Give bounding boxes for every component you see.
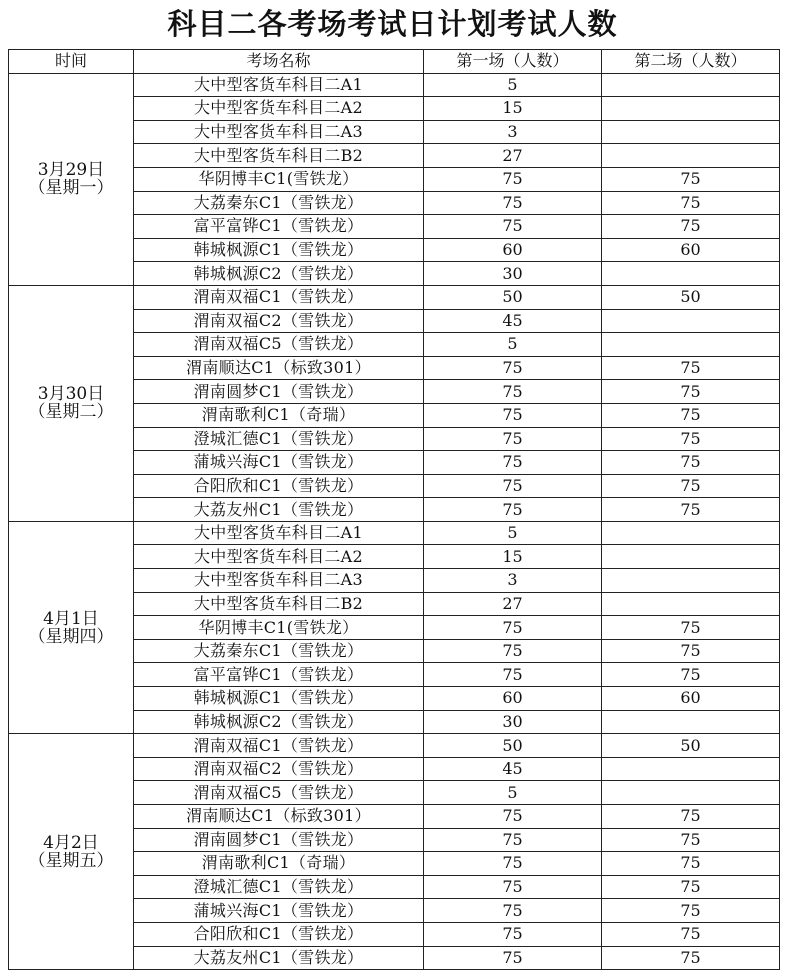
session2-count-cell (602, 569, 780, 593)
venue-name-cell: 大中型客货车科目二A1 (134, 521, 424, 545)
session2-count-cell (602, 710, 780, 734)
session1-count-cell: 75 (424, 167, 602, 191)
weekday-text: （星期二） (28, 402, 114, 423)
session2-count-cell: 75 (602, 946, 780, 970)
venue-name-cell: 渭南顺达C1（标致301） (134, 356, 424, 380)
session2-count-cell (602, 262, 780, 286)
venue-name-cell: 渭南双福C2（雪铁龙） (134, 757, 424, 781)
session2-count-cell (602, 144, 780, 168)
venue-name-cell: 韩城枫源C2（雪铁龙） (134, 710, 424, 734)
venue-name-cell: 渭南圆梦C1（雪铁龙） (134, 828, 424, 852)
venue-name-cell: 渭南歌利C1（奇瑞） (134, 403, 424, 427)
session2-count-cell: 75 (602, 616, 780, 640)
venue-name-cell: 韩城枫源C1（雪铁龙） (134, 238, 424, 262)
session2-count-cell (602, 545, 780, 569)
date-cell (9, 734, 134, 970)
session2-count-cell (602, 592, 780, 616)
session1-count-cell: 27 (424, 592, 602, 616)
session1-count-cell: 75 (424, 474, 602, 498)
date-cell (9, 285, 134, 521)
session1-count-cell: 5 (424, 333, 602, 357)
venue-name-cell: 蒲城兴海C1（雪铁龙） (134, 451, 424, 475)
venue-name-cell: 澄城汇德C1（雪铁龙） (134, 875, 424, 899)
session1-count-cell: 75 (424, 498, 602, 522)
venue-name-cell: 渭南顺达C1（标致301） (134, 805, 424, 829)
session1-count-cell: 60 (424, 238, 602, 262)
session1-count-cell: 5 (424, 781, 602, 805)
session1-count-cell: 75 (424, 922, 602, 946)
session1-count-cell: 30 (424, 710, 602, 734)
session1-count-cell: 15 (424, 545, 602, 569)
session2-count-cell: 75 (602, 922, 780, 946)
session2-count-cell: 75 (602, 474, 780, 498)
session2-count-cell: 75 (602, 451, 780, 475)
venue-name-cell: 合阳欣和C1（雪铁龙） (134, 474, 424, 498)
venue-name-cell: 大中型客货车科目二B2 (134, 592, 424, 616)
session2-count-cell: 75 (602, 403, 780, 427)
session1-count-cell: 27 (424, 144, 602, 168)
session1-count-cell: 75 (424, 616, 602, 640)
session1-count-cell: 3 (424, 569, 602, 593)
session2-count-cell: 60 (602, 687, 780, 711)
venue-name-cell: 大中型客货车科目二A2 (134, 545, 424, 569)
session2-count-cell: 75 (602, 805, 780, 829)
session2-count-cell: 75 (602, 852, 780, 876)
venue-name-cell: 渭南双福C1（雪铁龙） (134, 734, 424, 758)
session1-count-cell: 3 (424, 120, 602, 144)
date-cell (9, 73, 134, 285)
venue-name-cell: 大中型客货车科目二B2 (134, 144, 424, 168)
venue-name-cell: 合阳欣和C1（雪铁龙） (134, 922, 424, 946)
date-cell (9, 521, 134, 733)
session2-count-cell: 75 (602, 356, 780, 380)
header-session2: 第二场（人数） (602, 50, 780, 74)
venue-name-cell: 澄城汇德C1（雪铁龙） (134, 427, 424, 451)
session1-count-cell: 75 (424, 356, 602, 380)
table-row (9, 734, 780, 758)
session1-count-cell: 50 (424, 734, 602, 758)
session2-count-cell: 75 (602, 215, 780, 239)
session2-count-cell: 75 (602, 875, 780, 899)
session1-count-cell: 60 (424, 687, 602, 711)
venue-name-cell: 渭南双福C5（雪铁龙） (134, 781, 424, 805)
session1-count-cell: 75 (424, 875, 602, 899)
session1-count-cell: 75 (424, 191, 602, 215)
session1-count-cell: 75 (424, 403, 602, 427)
venue-name-cell: 华阴博丰C1(雪铁龙） (134, 167, 424, 191)
weekday-text: （星期五） (28, 850, 114, 871)
session2-count-cell (602, 781, 780, 805)
session1-count-cell: 75 (424, 828, 602, 852)
session1-count-cell: 15 (424, 97, 602, 121)
venue-name-cell: 富平富铧C1（雪铁龙） (134, 663, 424, 687)
table-row (9, 73, 780, 97)
venue-name-cell: 韩城枫源C2（雪铁龙） (134, 262, 424, 286)
session1-count-cell: 5 (424, 521, 602, 545)
header-venue: 考场名称 (134, 50, 424, 74)
session1-count-cell: 50 (424, 285, 602, 309)
table-body (9, 73, 780, 970)
session2-count-cell: 75 (602, 663, 780, 687)
session1-count-cell: 75 (424, 946, 602, 970)
session2-count-cell: 75 (602, 191, 780, 215)
weekday-text: （星期四） (28, 626, 114, 647)
session1-count-cell: 75 (424, 899, 602, 923)
session2-count-cell (602, 521, 780, 545)
session2-count-cell (602, 120, 780, 144)
session1-count-cell: 75 (424, 427, 602, 451)
venue-name-cell: 大荔秦东C1（雪铁龙） (134, 639, 424, 663)
venue-name-cell: 大中型客货车科目二A3 (134, 569, 424, 593)
session2-count-cell (602, 309, 780, 333)
session2-count-cell: 75 (602, 167, 780, 191)
session2-count-cell: 75 (602, 828, 780, 852)
venue-name-cell: 华阴博丰C1(雪铁龙） (134, 616, 424, 640)
session2-count-cell: 50 (602, 285, 780, 309)
header-session1: 第一场（人数） (424, 50, 602, 74)
session1-count-cell: 75 (424, 639, 602, 663)
date-text: 4月2日 (43, 832, 99, 853)
venue-name-cell: 渭南双福C2（雪铁龙） (134, 309, 424, 333)
weekday-text: （星期一） (28, 178, 114, 199)
venue-name-cell: 大中型客货车科目二A1 (134, 73, 424, 97)
session1-count-cell: 75 (424, 852, 602, 876)
venue-name-cell: 大荔秦东C1（雪铁龙） (134, 191, 424, 215)
venue-name-cell: 大中型客货车科目二A2 (134, 97, 424, 121)
session1-count-cell: 75 (424, 663, 602, 687)
date-text: 4月1日 (43, 608, 99, 629)
session2-count-cell: 60 (602, 238, 780, 262)
venue-name-cell: 大荔友州C1（雪铁龙） (134, 946, 424, 970)
session1-count-cell: 45 (424, 309, 602, 333)
header-date: 时间 (9, 50, 134, 74)
session1-count-cell: 75 (424, 380, 602, 404)
venue-name-cell: 大中型客货车科目二A3 (134, 120, 424, 144)
table-header-row (9, 50, 780, 74)
session1-count-cell: 45 (424, 757, 602, 781)
session2-count-cell (602, 757, 780, 781)
table-row (9, 285, 780, 309)
exam-schedule-table (8, 49, 780, 970)
venue-name-cell: 蒲城兴海C1（雪铁龙） (134, 899, 424, 923)
venue-name-cell: 大荔友州C1（雪铁龙） (134, 498, 424, 522)
session2-count-cell: 75 (602, 427, 780, 451)
session2-count-cell: 75 (602, 380, 780, 404)
venue-name-cell: 富平富铧C1（雪铁龙） (134, 215, 424, 239)
session2-count-cell: 50 (602, 734, 780, 758)
session2-count-cell (602, 333, 780, 357)
venue-name-cell: 韩城枫源C1（雪铁龙） (134, 687, 424, 711)
session1-count-cell: 5 (424, 73, 602, 97)
venue-name-cell: 渭南双福C5（雪铁龙） (134, 333, 424, 357)
session1-count-cell: 75 (424, 215, 602, 239)
session1-count-cell: 30 (424, 262, 602, 286)
session2-count-cell: 75 (602, 899, 780, 923)
session2-count-cell: 75 (602, 498, 780, 522)
venue-name-cell: 渭南双福C1（雪铁龙） (134, 285, 424, 309)
session2-count-cell (602, 97, 780, 121)
session1-count-cell: 75 (424, 805, 602, 829)
page-title: 科目二各考场考试日计划考试人数 (167, 7, 618, 41)
table-row (9, 521, 780, 545)
venue-name-cell: 渭南圆梦C1（雪铁龙） (134, 380, 424, 404)
session2-count-cell: 75 (602, 639, 780, 663)
session2-count-cell (602, 73, 780, 97)
date-text: 3月30日 (37, 384, 105, 405)
venue-name-cell: 渭南歌利C1（奇瑞） (134, 852, 424, 876)
date-text: 3月29日 (37, 160, 105, 181)
session1-count-cell: 75 (424, 451, 602, 475)
